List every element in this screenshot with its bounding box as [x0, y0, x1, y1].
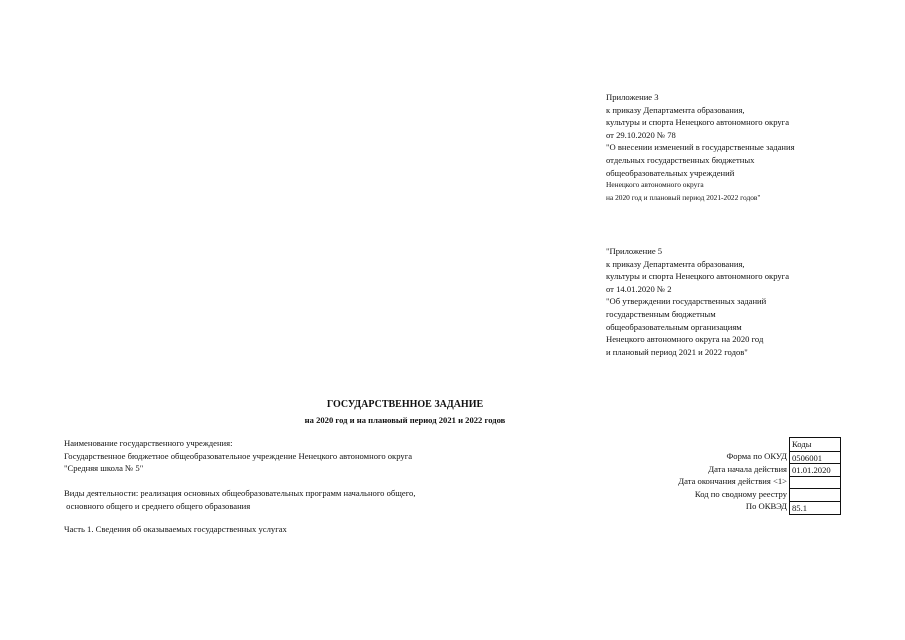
part-1-heading: Часть 1. Сведения об оказываемых государственных услугах	[64, 524, 287, 534]
appendix-3-line: Приложение 3	[606, 92, 659, 102]
codes-label-start-date: Дата начала действия	[708, 463, 787, 474]
appendix-3-line: к приказу Департамента образования,	[606, 104, 745, 115]
activities-info	[64, 487, 415, 512]
institution-full-name: Государственное бюджетное общеобразовательное учреждение Ненецкого автономного округа	[64, 450, 413, 461]
appendix-5-line: от 14.01.2020 № 2	[606, 283, 672, 294]
appendix-5-line: культуры и спорта Ненецкого автономного округа	[606, 271, 790, 282]
appendix-3-heading	[606, 91, 795, 204]
appendix-5-line: к приказу Департамента образования,	[606, 258, 745, 269]
codes-value-okved: 85.1	[790, 501, 840, 514]
codes-label-okud: Форма по ОКУД	[726, 451, 787, 461]
appendix-3-line: на 2020 год и плановый период 2021-2022 годов"	[606, 192, 761, 202]
appendix-5-line: и плановый период 2021 и 2022 годов"	[606, 346, 748, 357]
codes-table	[789, 437, 841, 515]
codes-value-okud: 0506001	[790, 451, 840, 464]
appendix-3-line: "О внесении изменений в государственные задания	[606, 142, 795, 153]
institution-label: Наименование государственного учреждения:	[64, 438, 233, 448]
codes-value-end-date	[790, 476, 840, 489]
codes-label-registry: Код по сводному реестру	[694, 488, 787, 499]
appendix-3-line: общеобразовательных учреждений	[606, 167, 735, 178]
codes-label-okved: По ОКВЭД	[745, 501, 787, 512]
codes-value-start-date: 01.01.2020	[790, 463, 840, 476]
codes-value-registry	[790, 488, 840, 501]
activities-line: Виды деятельности: реализация основных общеобразовательных программ начального общего,	[64, 488, 416, 498]
codes-header: Коды	[792, 439, 812, 449]
appendix-5-heading	[606, 245, 789, 358]
appendix-3-line: Ненецкого автономного округа	[606, 180, 704, 190]
appendix-5-line: государственным бюджетным	[606, 308, 716, 319]
appendix-3-line: от 29.10.2020 № 78	[606, 129, 676, 140]
appendix-5-line: Ненецкого автономного округа на 2020 год	[606, 334, 764, 345]
appendix-5-line: "Приложение 5	[606, 246, 663, 256]
document-subtitle: на 2020 год и на плановый период 2021 и 2022 годов	[304, 415, 506, 425]
codes-label-end-date: Дата окончания действия <1>	[678, 476, 787, 487]
codes-labels	[600, 450, 787, 513]
institution-short-name: "Средняя школа № 5"	[64, 463, 144, 474]
appendix-5-line: "Об утверждении государственных заданий	[606, 296, 767, 307]
appendix-3-line: отдельных государственных бюджетных	[606, 154, 755, 165]
activities-line: основного общего и среднего общего образования	[64, 500, 251, 511]
appendix-5-line: общеобразовательным организациям	[606, 321, 742, 332]
institution-info	[64, 437, 412, 475]
document-title: ГОСУДАРСТВЕННОЕ ЗАДАНИЕ	[326, 399, 484, 410]
appendix-3-line: культуры и спорта Ненецкого автономного округа	[606, 117, 790, 128]
